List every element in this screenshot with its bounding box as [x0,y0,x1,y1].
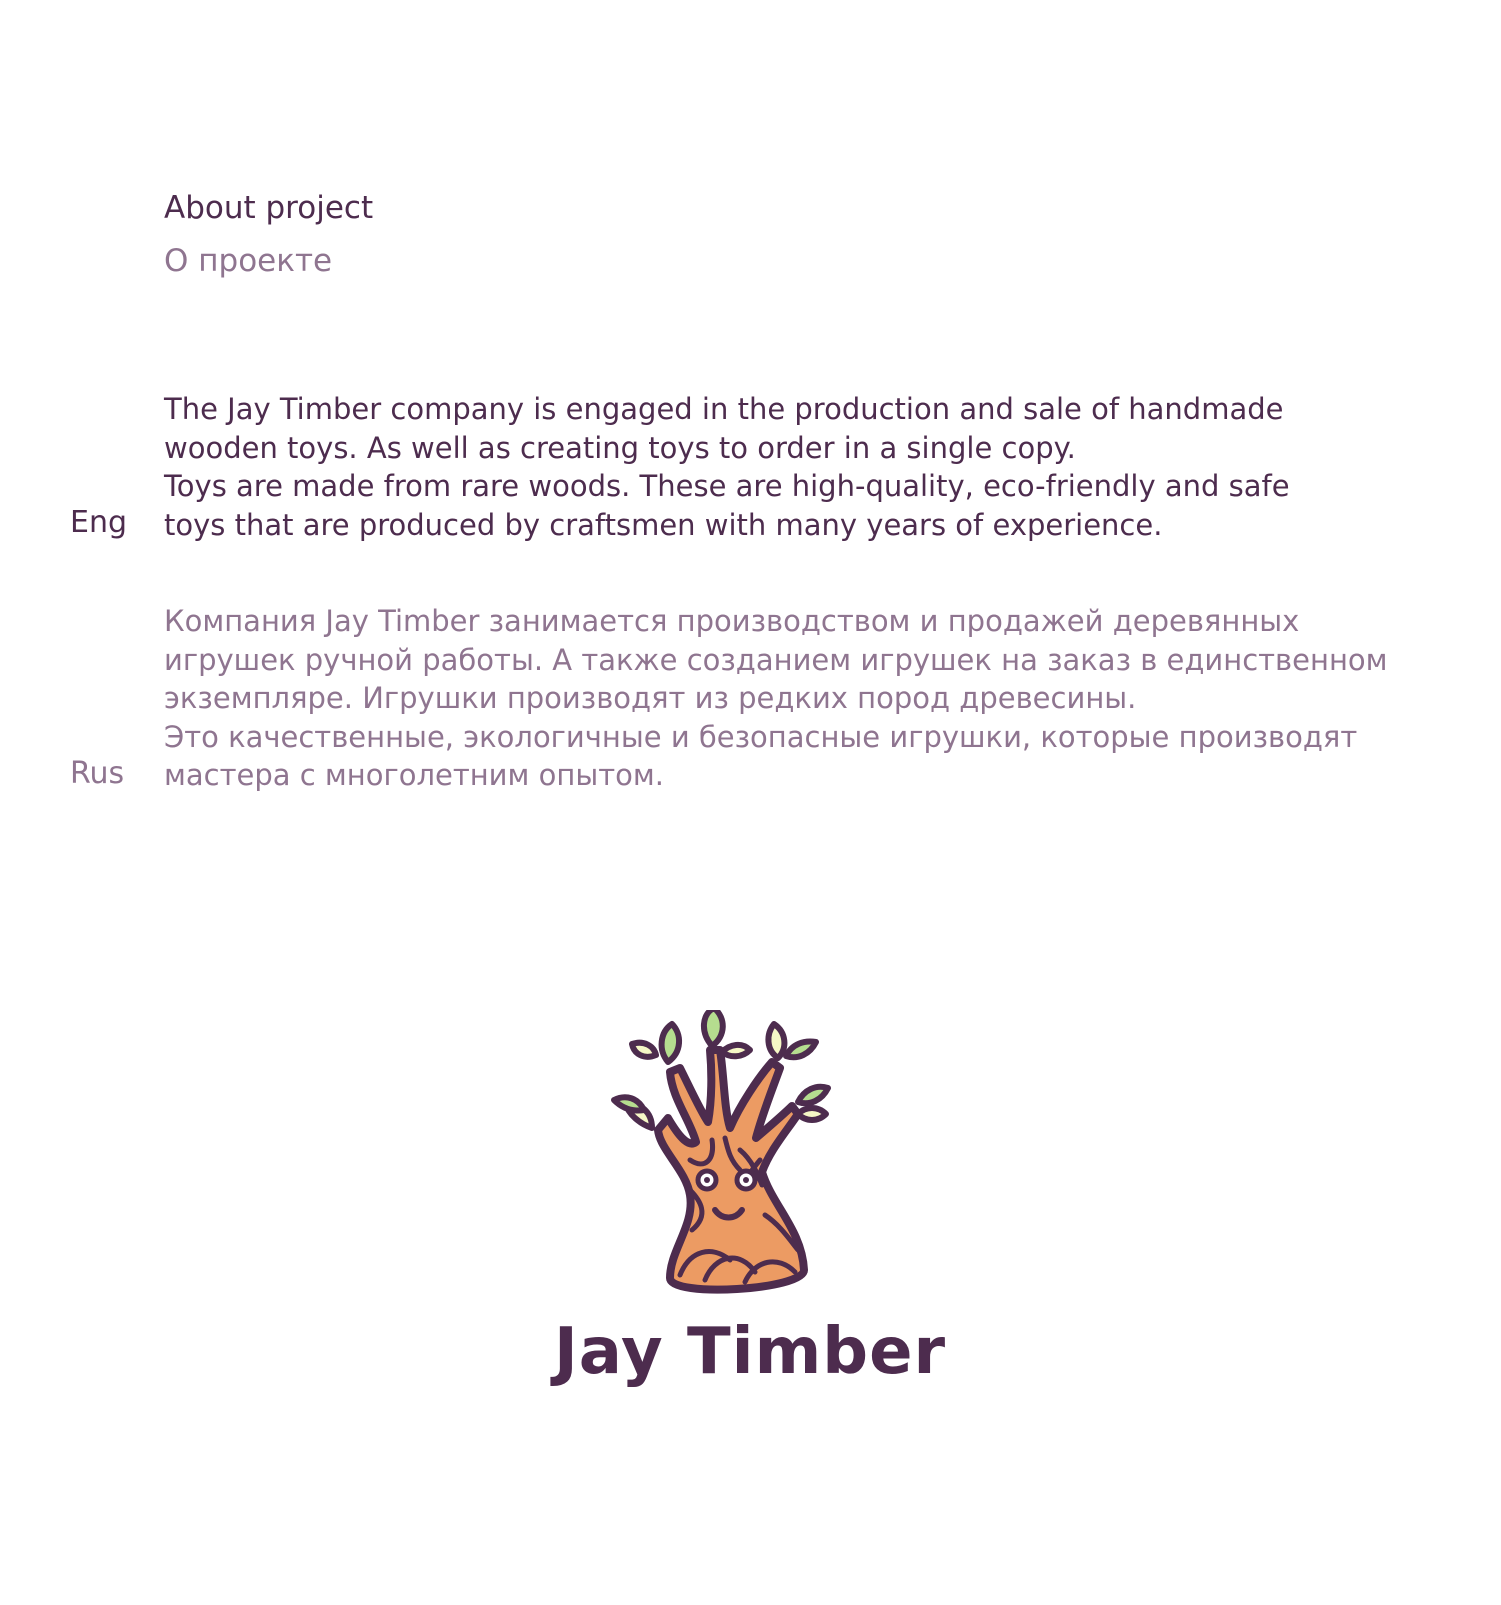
tree-mascot-icon [540,1010,960,1310]
description-ru-line: мастера с многолетним опытом. [164,758,664,792]
description-en-line: wooden toys. As well as creating toys to order in a single copy. [164,430,1076,465]
description-en-line: Toys are made from rare woods. These are high-quality, eco-friendly and safe [164,469,1290,503]
description-ru [164,602,1454,795]
lang-label-eng: Eng [70,505,128,540]
description-ru-line: игрушек ручной работы. А также созданием игрушек на заказ в единственном [164,642,1388,677]
description-ru-line: Это качественные, экологичные и безопасные игрушки, которые производят [164,719,1358,754]
logo-wordmark: Jay Timber [553,1315,947,1389]
description-ru-line: экземпляре. Игрушки производят из редких пород древесины. [164,681,1137,715]
jay-timber-logo [540,1010,960,1410]
lang-label-rus: Rus [70,756,125,791]
description-en-line: toys that are produced by craftsmen with many years of experience. [164,507,1163,542]
about-heading-en: About project [164,190,374,226]
description-ru-line: Компания Jay Timber занимается производством и продажей деревянных [164,604,1300,638]
about-heading-ru: О проекте [164,243,333,279]
description-en-line: The Jay Timber company is engaged in the production and sale of handmade [164,392,1284,426]
description-en [164,390,1454,544]
